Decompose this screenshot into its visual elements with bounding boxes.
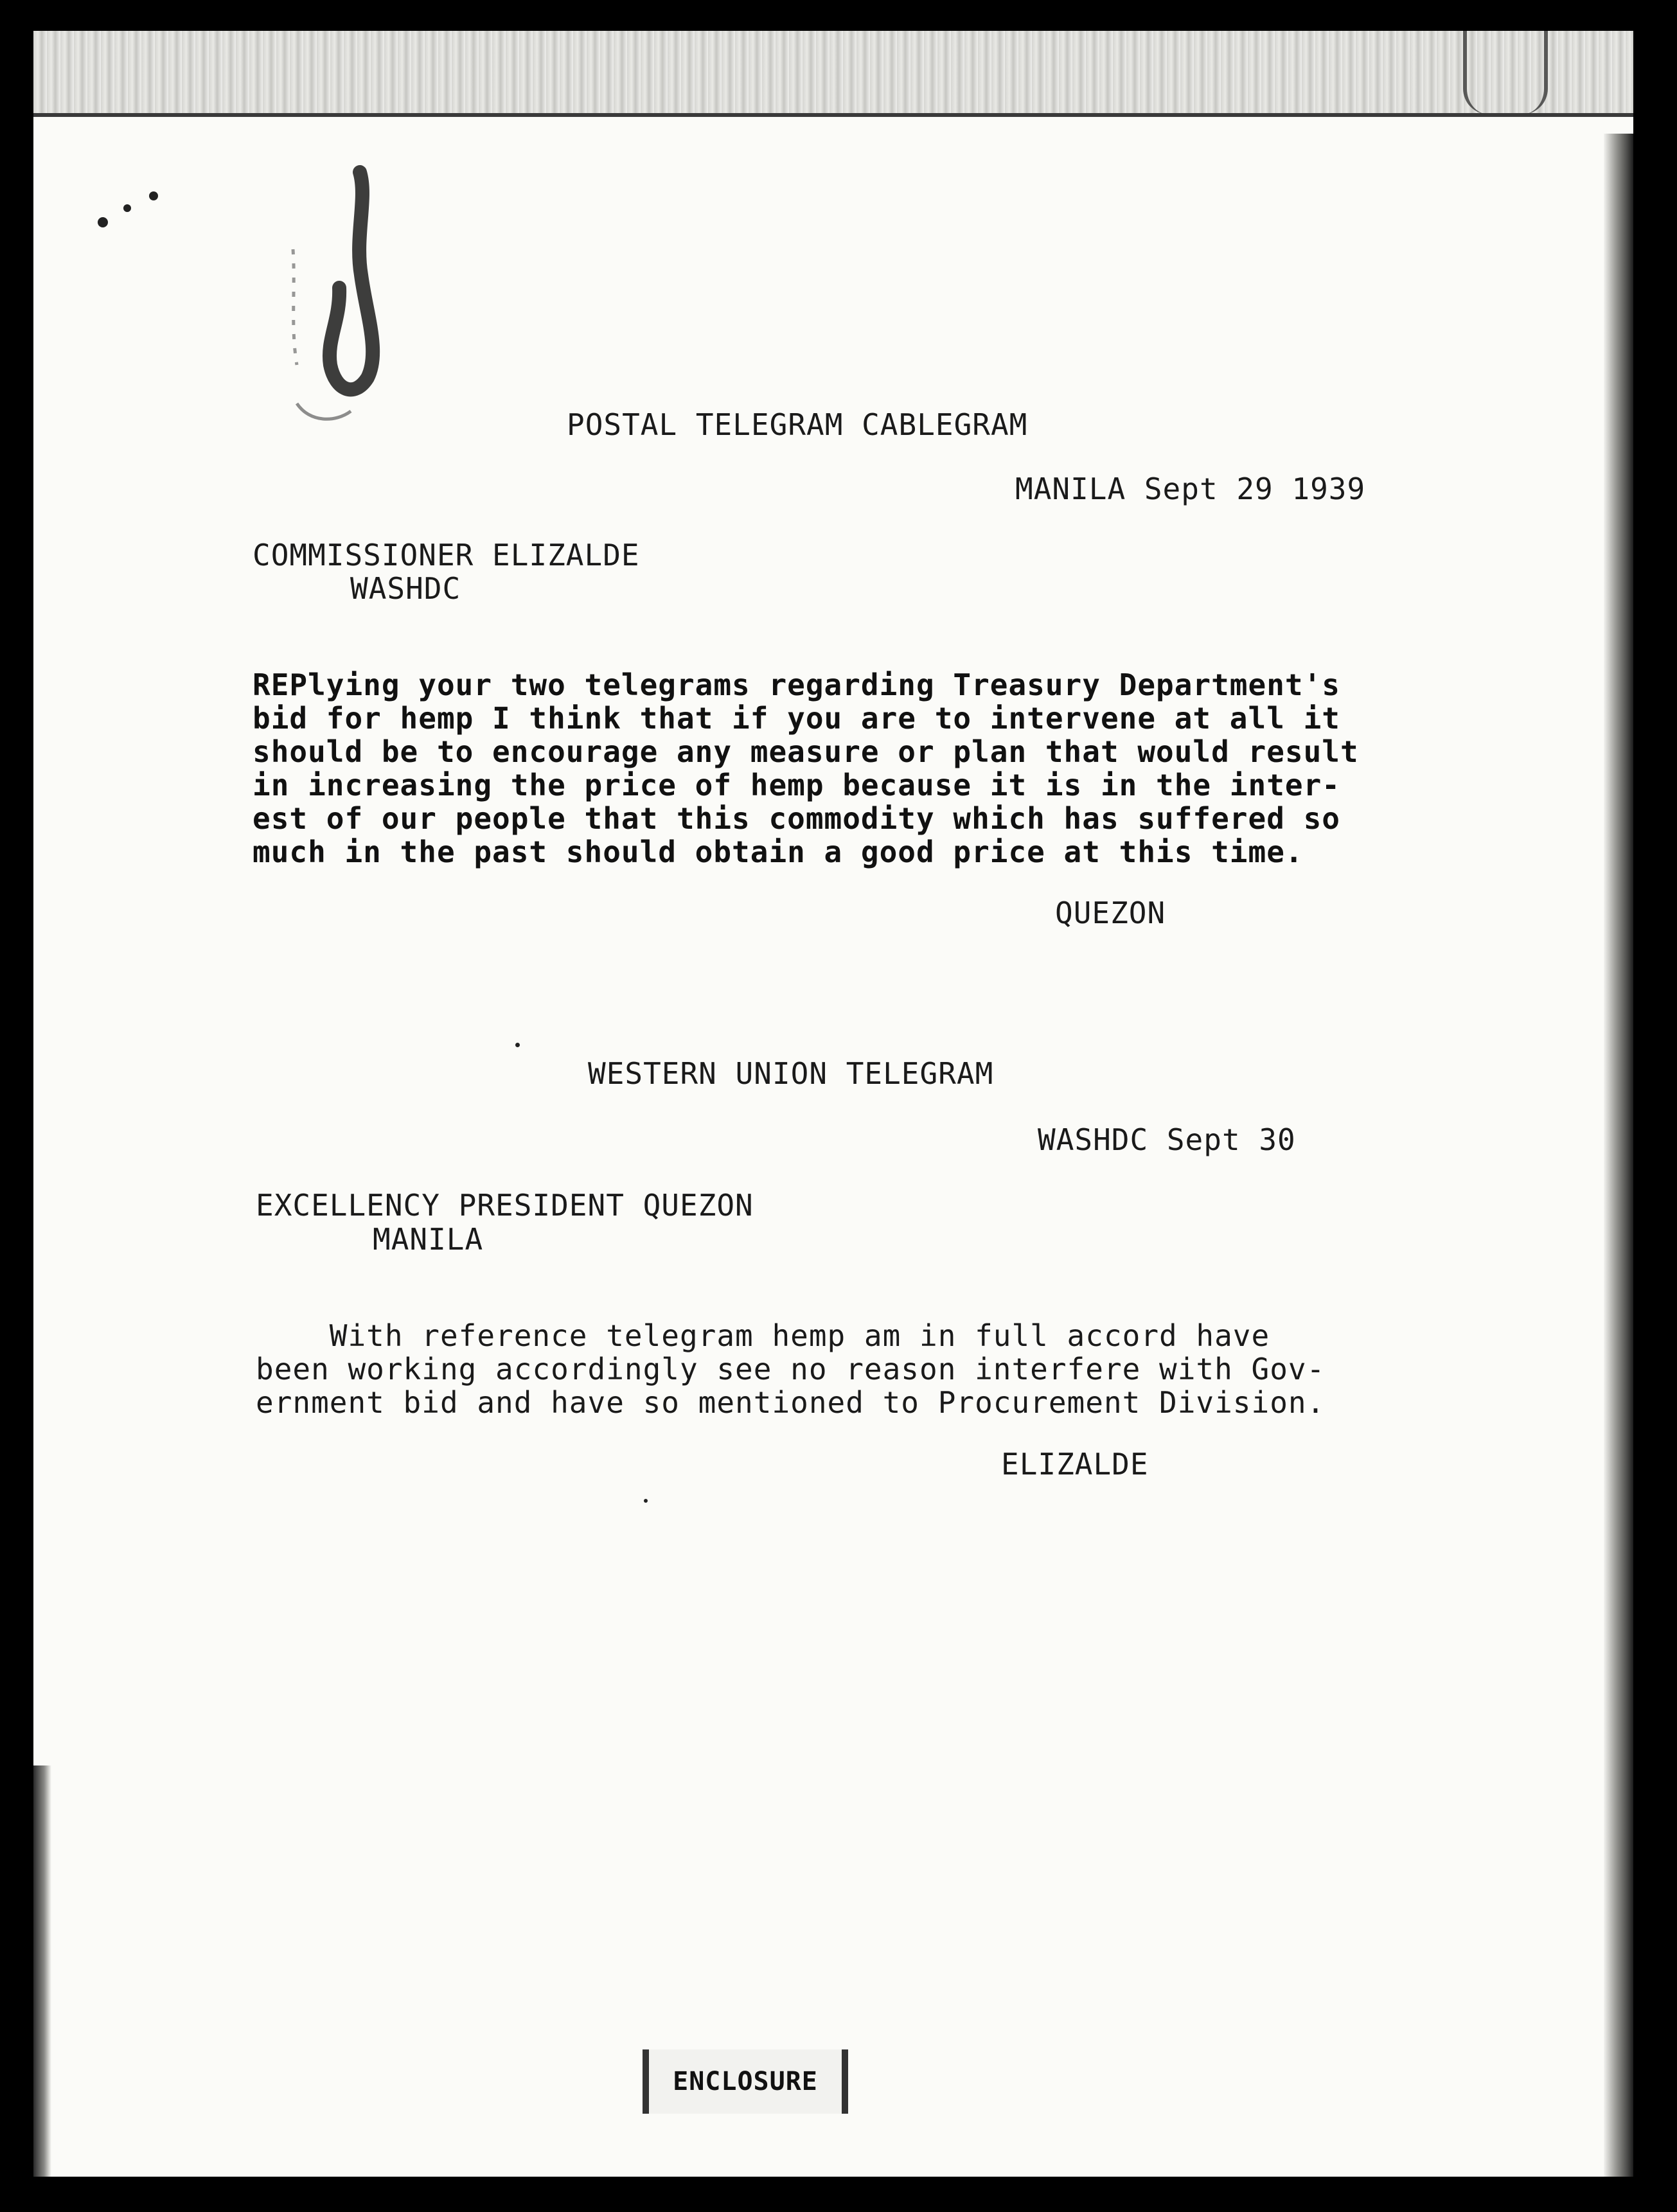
enclosure-stamp-label: ENCLOSURE (673, 2067, 818, 2096)
telegram-2-header: WESTERN UNION TELEGRAM (588, 1056, 994, 1091)
telegram-1-place-date: MANILA Sept 29 1939 (1015, 472, 1366, 506)
telegram-1-body-line: should be to encourage any measure or plan that would result (253, 734, 1359, 769)
telegram-2-place-date: WASHDC Sept 30 (1038, 1122, 1296, 1157)
telegram-2-addressee: EXCELLENCY PRESIDENT QUEZON (256, 1188, 754, 1223)
telegram-2-address: MANILA (373, 1222, 484, 1257)
scan-left-edge-shadow (33, 1765, 51, 2177)
scan-top-line (33, 113, 1633, 117)
binder-clip-mark (1463, 31, 1548, 114)
enclosure-stamp (643, 2049, 848, 2114)
telegram-1-body-line: est of our people that this commodity which has suffered so (253, 801, 1340, 836)
telegram-1-body-line: in increasing the price of hemp because it is in the inter- (253, 768, 1340, 802)
telegram-2-signature: ELIZALDE (1001, 1447, 1149, 1482)
telegram-1-addressee: COMMISSIONER ELIZALDE (253, 538, 640, 572)
telegram-1-signature: QUEZON (1055, 896, 1166, 930)
telegram-2-body-line: been working accordingly see no reason interfere with Gov- (256, 1352, 1326, 1386)
telegram-1-header: POSTAL TELEGRAM CABLEGRAM (567, 407, 1028, 442)
ink-speck (644, 1499, 648, 1503)
document-page (33, 31, 1633, 2177)
telegram-1-body-line: bid for hemp I think that if you are to intervene at all it (253, 701, 1340, 736)
ink-speck (123, 204, 131, 212)
telegram-1-body-line: much in the past should obtain a good price at this time. (253, 835, 1304, 869)
telegram-1-body-line: REPlying your two telegrams regarding Treasury Department's (253, 668, 1340, 702)
ink-speck (515, 1043, 520, 1047)
scan-right-edge (1604, 134, 1633, 2177)
telegram-1-address: WASHDC (350, 571, 461, 606)
ink-speck (98, 217, 108, 227)
telegram-2-body-line: With reference telegram hemp am in full accord have (256, 1318, 1270, 1353)
telegram-2-body-line: ernment bid and have so mentioned to Procurement Division. (256, 1385, 1326, 1420)
ink-smudge-mark (284, 159, 413, 429)
ink-speck (149, 191, 158, 200)
scan-top-band (33, 31, 1633, 114)
